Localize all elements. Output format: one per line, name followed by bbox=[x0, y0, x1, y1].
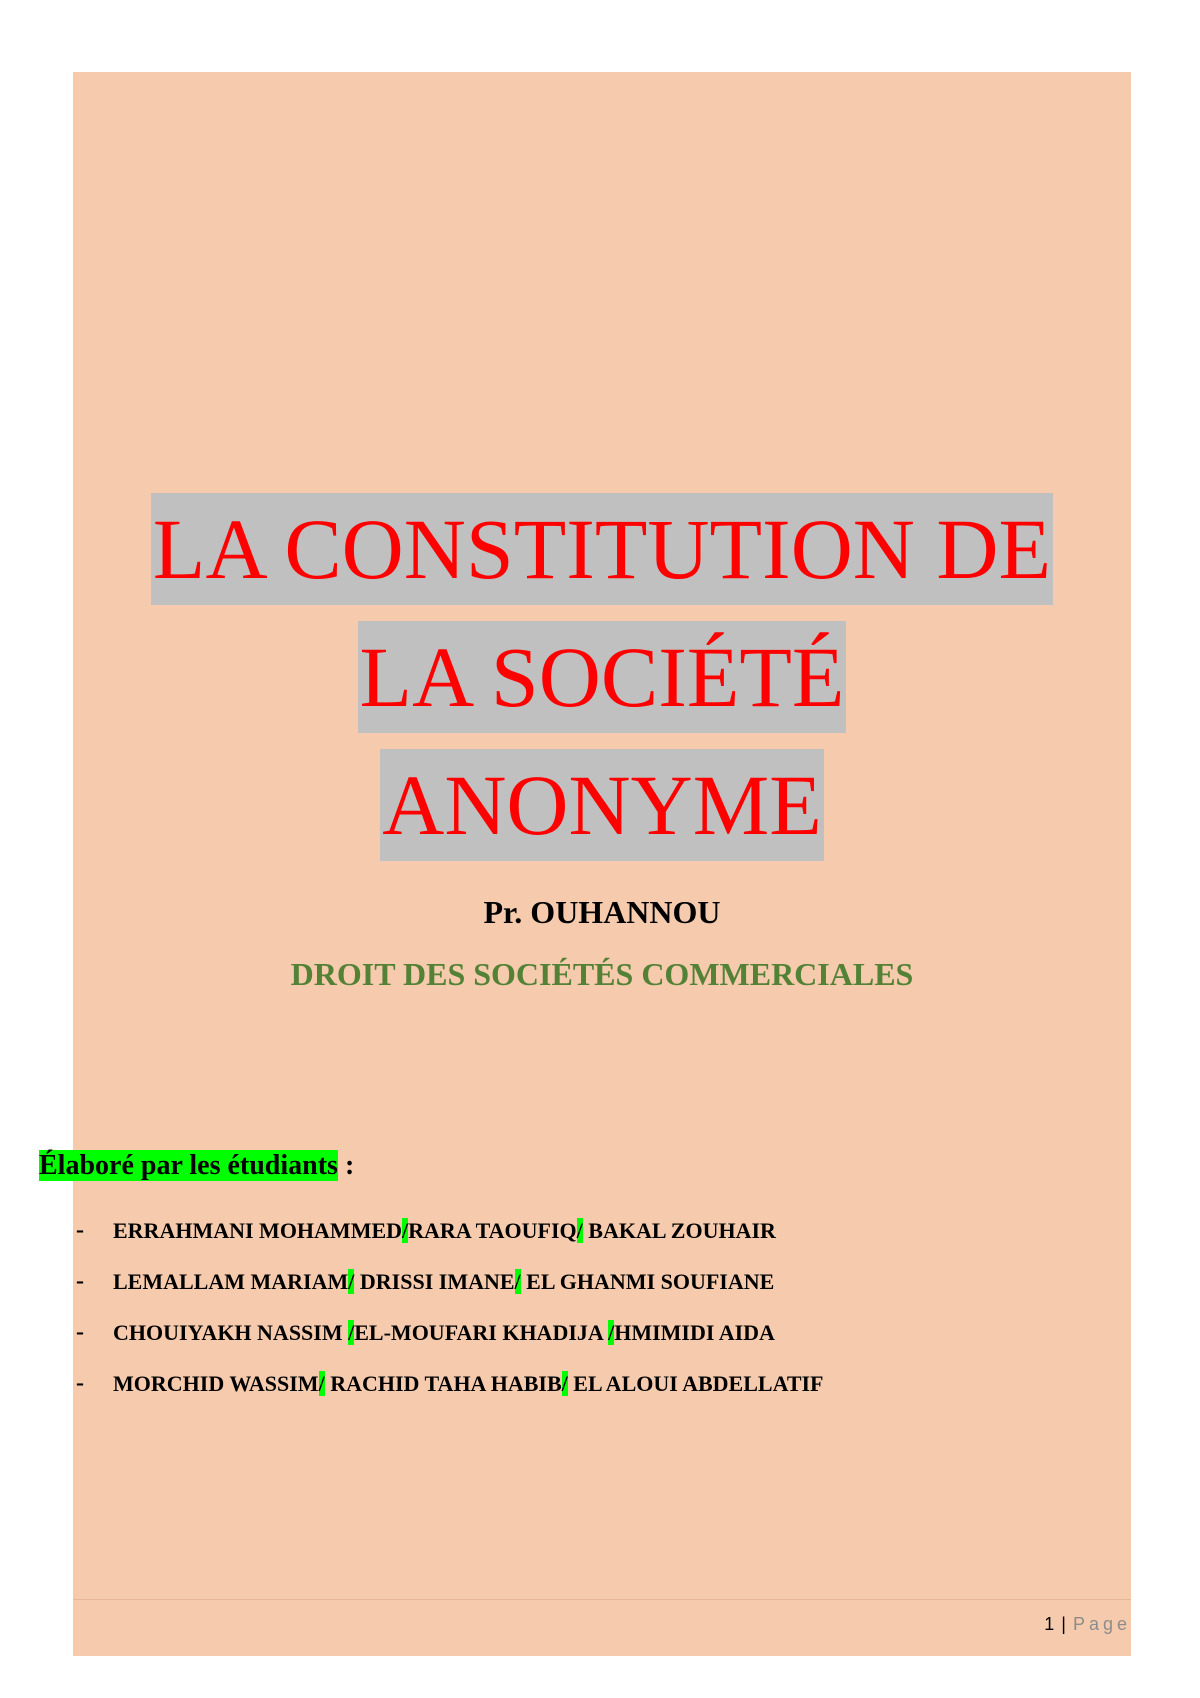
professor-name: Pr. OUHANNOU bbox=[483, 894, 721, 930]
name-separator: / bbox=[348, 1320, 355, 1345]
students-list bbox=[73, 1205, 824, 1409]
list-item: - CHOUIYAKH NASSIM /EL-MOUFARI KHADIJA /HMIMIDI AIDA bbox=[73, 1307, 824, 1358]
name-separator: / bbox=[514, 1269, 521, 1294]
document-title bbox=[73, 490, 1131, 864]
bullet-dash: - bbox=[76, 1217, 84, 1243]
students-heading bbox=[39, 1150, 354, 1182]
bullet-dash: - bbox=[76, 1370, 84, 1396]
students-heading-colon: : bbox=[337, 1150, 355, 1181]
students-heading-label: Élaboré par les étudiants bbox=[39, 1150, 338, 1181]
list-item: - LEMALLAM MARIAM/ DRISSI IMANE/ EL GHANMI SOUFIANE bbox=[73, 1256, 824, 1307]
list-item: - MORCHID WASSIM/ RACHID TAHA HABIB/ EL ALOUI ABDELLATIF bbox=[73, 1358, 824, 1409]
name-separator: / bbox=[561, 1371, 568, 1396]
course-name: DROIT DES SOCIÉTÉS COMMERCIALES bbox=[290, 956, 914, 992]
document-page bbox=[39, 72, 1131, 1656]
footer-divider bbox=[73, 1599, 1131, 1600]
list-item: - ERRAHMANI MOHAMMED/RARA TAOUFIQ/ BAKAL ZOUHAIR bbox=[73, 1205, 824, 1256]
title-line-3: ANONYME bbox=[73, 746, 1131, 864]
name-separator: / bbox=[402, 1218, 409, 1243]
name-separator: / bbox=[608, 1320, 615, 1345]
name-separator: / bbox=[576, 1218, 583, 1243]
page-number: 1 | Page bbox=[1044, 1614, 1131, 1634]
title-line-2: LA SOCIÉTÉ bbox=[73, 618, 1131, 736]
name-separator: / bbox=[318, 1371, 325, 1396]
bullet-dash: - bbox=[76, 1319, 84, 1345]
name-separator: / bbox=[348, 1269, 355, 1294]
title-line-1: LA CONSTITUTION DE bbox=[73, 490, 1131, 608]
bullet-dash: - bbox=[76, 1268, 84, 1294]
